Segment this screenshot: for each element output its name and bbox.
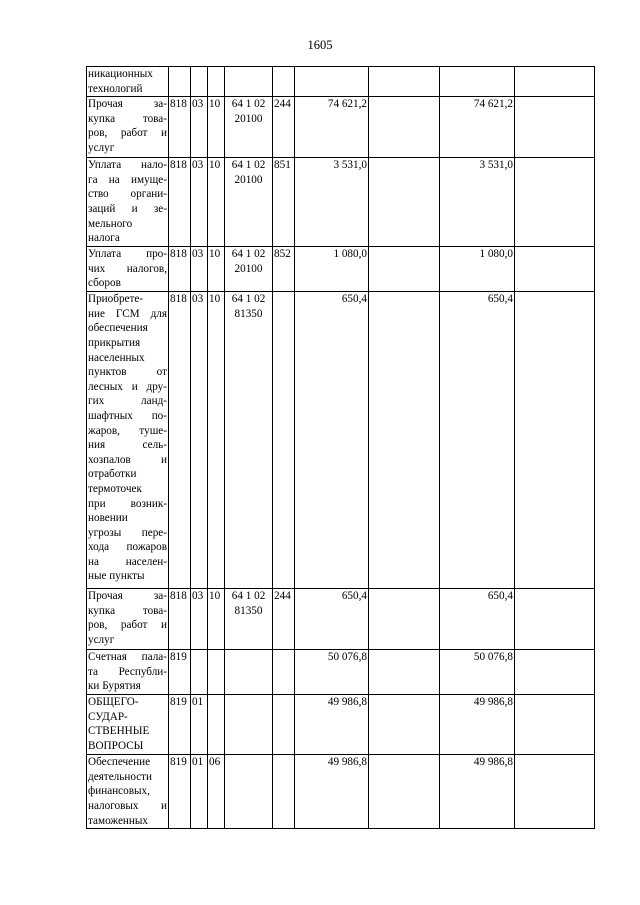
cell-sum2 — [369, 589, 440, 650]
table-row — [87, 67, 595, 97]
cell-name — [87, 589, 169, 650]
budget-table — [86, 66, 595, 829]
cell-vr: 244 — [273, 97, 295, 158]
cell-sum3: 650,4 — [440, 589, 515, 650]
cell-vr — [273, 650, 295, 695]
cell-pr — [208, 695, 225, 755]
name-line: ров, работ и — [88, 619, 167, 632]
cell-cs: 64 1 02 81350 — [225, 292, 273, 589]
cell-rz — [191, 67, 208, 97]
cell-gr: 818 — [169, 247, 191, 292]
cell-pr: 10 — [208, 589, 225, 650]
name-line: хозпалов и — [88, 453, 167, 466]
cell-name — [87, 755, 169, 829]
cell-gr: 819 — [169, 695, 191, 755]
table-row — [87, 158, 595, 247]
cell-sum3: 74 621,2 — [440, 97, 515, 158]
cell-rz — [191, 650, 208, 695]
name-line: никационных — [88, 68, 153, 80]
name-line: при возник- — [88, 497, 167, 510]
name-line: Приобрете- — [88, 293, 144, 306]
table-row — [87, 247, 595, 292]
cell-sum1: 650,4 — [295, 589, 369, 650]
name-line: купка това- — [88, 604, 167, 617]
cell-empty — [515, 67, 595, 97]
cell-pr — [208, 650, 225, 695]
cell-empty — [515, 97, 595, 158]
name-line: Прочая за- — [88, 590, 167, 603]
name-line: ные пункты — [88, 570, 145, 583]
cell-sum2 — [369, 292, 440, 589]
cell-vr — [273, 67, 295, 97]
page-number: 1605 — [307, 38, 333, 52]
name-line: таможенных — [88, 814, 149, 827]
cell-pr: 10 — [208, 97, 225, 158]
name-line: купка това- — [88, 112, 167, 125]
name-line: чих налогов, — [88, 262, 167, 275]
name-line: деятельности — [88, 770, 153, 783]
name-line: новении — [88, 512, 128, 525]
name-line: СУДАР- — [88, 710, 128, 723]
cell-gr — [169, 67, 191, 97]
cell-sum3 — [440, 67, 515, 97]
cell-sum2 — [369, 67, 440, 97]
cell-sum2 — [369, 695, 440, 755]
name-line: финансовых, — [88, 785, 150, 798]
cell-empty — [515, 755, 595, 829]
cell-vr — [273, 695, 295, 755]
cell-cs: 64 1 02 20100 — [225, 97, 273, 158]
name-line: заций и зе- — [88, 202, 167, 215]
cell-sum1: 49 986,8 — [295, 755, 369, 829]
name-line: хода пожаров — [88, 541, 167, 554]
cell-vr: 852 — [273, 247, 295, 292]
cell-sum1: 50 076,8 — [295, 650, 369, 695]
cell-sum1: 74 621,2 — [295, 97, 369, 158]
cell-sum2 — [369, 97, 440, 158]
name-line: Уплата нало- — [88, 159, 167, 172]
cell-cs: 64 1 02 20100 — [225, 247, 273, 292]
cell-sum3: 3 531,0 — [440, 158, 515, 247]
name-line: шафтных по- — [88, 409, 167, 422]
name-line: сборов — [88, 277, 121, 290]
name-line: ОБЩЕГО- — [88, 696, 139, 709]
cell-sum1: 49 986,8 — [295, 695, 369, 755]
cell-gr: 818 — [169, 97, 191, 158]
name-line: Уплата про- — [88, 248, 167, 261]
name-line: ние ГСМ для — [88, 307, 167, 320]
cell-empty — [515, 589, 595, 650]
name-line: ров, работ и — [88, 127, 167, 140]
cell-vr — [273, 755, 295, 829]
cell-pr: 10 — [208, 292, 225, 589]
cell-gr: 818 — [169, 292, 191, 589]
name-line: обеспечения — [88, 322, 148, 335]
name-line: га на имуще- — [88, 173, 167, 186]
name-line: налога — [88, 232, 120, 245]
name-line: жаров, туше- — [88, 424, 167, 437]
cell-sum3: 1 080,0 — [440, 247, 515, 292]
cell-vr — [273, 292, 295, 589]
cell-name — [87, 650, 169, 695]
cell-gr: 819 — [169, 650, 191, 695]
cell-gr: 819 — [169, 755, 191, 829]
cell-vr: 851 — [273, 158, 295, 247]
name-line: населенных — [88, 351, 145, 364]
cell-empty — [515, 292, 595, 589]
name-line: ство органи- — [88, 188, 167, 201]
cell-name — [87, 247, 169, 292]
table-row — [87, 292, 595, 589]
cell-rz: 03 — [191, 97, 208, 158]
cell-gr: 818 — [169, 158, 191, 247]
cell-gr: 818 — [169, 589, 191, 650]
table-row — [87, 695, 595, 755]
name-line: отработки — [88, 468, 137, 481]
name-line: налоговых и — [88, 799, 167, 812]
cell-name — [87, 292, 169, 589]
cell-rz: 01 — [191, 695, 208, 755]
cell-cs: 64 1 02 81350 — [225, 589, 273, 650]
name-line: услуг — [88, 141, 115, 154]
table-row — [87, 589, 595, 650]
cell-sum2 — [369, 158, 440, 247]
cell-sum1 — [295, 67, 369, 97]
cell-name — [87, 695, 169, 755]
name-line: пунктов от — [88, 366, 167, 379]
table-row — [87, 755, 595, 829]
cell-rz: 01 — [191, 755, 208, 829]
cell-cs — [225, 650, 273, 695]
name-line: Счетная пала- — [88, 651, 167, 664]
cell-sum3: 49 986,8 — [440, 695, 515, 755]
cell-pr: 06 — [208, 755, 225, 829]
name-line: Обеспечение — [88, 756, 151, 769]
cell-sum2 — [369, 650, 440, 695]
cell-pr: 10 — [208, 158, 225, 247]
name-line: СТВЕННЫЕ — [88, 725, 150, 738]
cell-name — [87, 97, 169, 158]
cell-rz: 03 — [191, 247, 208, 292]
cell-name — [87, 67, 169, 97]
name-line: прикрытия — [88, 336, 141, 349]
name-line: мельного — [88, 217, 133, 230]
cell-sum3: 49 986,8 — [440, 755, 515, 829]
name-line: гих ланд- — [88, 395, 167, 408]
name-line: ки Бурятия — [88, 680, 141, 693]
name-line: технологий — [88, 82, 143, 95]
table-body — [87, 67, 595, 829]
cell-pr: 10 — [208, 247, 225, 292]
cell-cs — [225, 695, 273, 755]
name-line: угрозы пере- — [88, 526, 167, 539]
cell-empty — [515, 247, 595, 292]
cell-empty — [515, 650, 595, 695]
cell-empty — [515, 695, 595, 755]
name-line: термоточек — [88, 482, 142, 495]
name-line: лесных и дру- — [88, 380, 167, 393]
name-line: та Республи- — [88, 665, 167, 678]
cell-rz: 03 — [191, 589, 208, 650]
cell-sum3: 50 076,8 — [440, 650, 515, 695]
cell-sum2 — [369, 755, 440, 829]
name-line: ния сель- — [88, 439, 167, 452]
cell-vr: 244 — [273, 589, 295, 650]
table-row — [87, 97, 595, 158]
cell-cs — [225, 67, 273, 97]
cell-empty — [515, 158, 595, 247]
cell-pr — [208, 67, 225, 97]
table-row — [87, 650, 595, 695]
cell-rz: 03 — [191, 158, 208, 247]
cell-rz: 03 — [191, 292, 208, 589]
cell-cs: 64 1 02 20100 — [225, 158, 273, 247]
name-line: Прочая за- — [88, 98, 167, 111]
cell-sum2 — [369, 247, 440, 292]
cell-sum1: 1 080,0 — [295, 247, 369, 292]
cell-sum3: 650,4 — [440, 292, 515, 589]
cell-sum1: 650,4 — [295, 292, 369, 589]
cell-cs — [225, 755, 273, 829]
cell-sum1: 3 531,0 — [295, 158, 369, 247]
name-line: ВОПРОСЫ — [88, 739, 144, 752]
cell-name — [87, 158, 169, 247]
name-line: услуг — [88, 633, 115, 646]
name-line: на населен- — [88, 555, 167, 568]
